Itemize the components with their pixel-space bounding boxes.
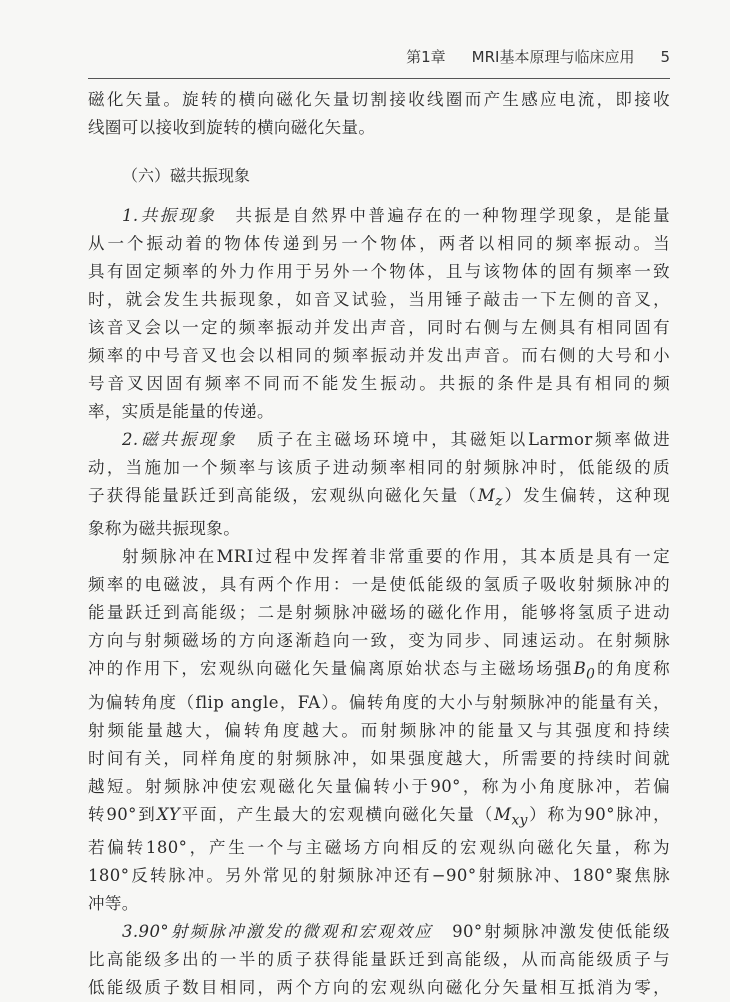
term-magnetic-resonance: 2.磁共振现象 — [122, 430, 238, 449]
paragraph-rf-pulse — [88, 543, 670, 918]
symbol-mxy: $M_{xy}$ — [494, 804, 528, 828]
symbol-xy: XY — [156, 804, 181, 824]
paragraph-resonance — [88, 202, 670, 426]
page-body — [88, 86, 670, 1002]
text-line: 从一个振动着的物体传递到另一个物体，两者以相同的频率振动。当 — [88, 234, 670, 253]
text-line: 转90°到XY平面，产生最大的宏观横向磁化矢量$(M_{xy})$称为90°脉冲， — [88, 804, 670, 828]
text-line: 线圈可以接收到旋转的横向磁化矢量。 — [88, 118, 376, 137]
text-line: 越短。射频脉冲使宏观磁化矢量偏转小于90°，称为小角度脉冲，若偏 — [88, 776, 670, 796]
chapter-label: 第1章 — [406, 48, 446, 66]
text-line: 射频脉冲在MRI过程中发挥着非常重要的作用，其本质是具有一定 — [122, 547, 670, 567]
text-line: 时间有关，同样角度的射频脉冲，如果强度越大，所需要的持续时间就 — [88, 748, 670, 768]
text-line: 2.磁共振现象 质子在主磁场环境中，其磁矩以Larmor频率做进 — [122, 430, 671, 449]
text-line: 1.共振现象 共振是自然界中普遍存在的一种物理学现象，是能量 — [122, 206, 670, 225]
symbol-b0: $B_0$ — [573, 659, 596, 683]
text-line: 冲的作用下，宏观纵向磁化矢量偏离原始状态与主磁场场强$B_0$的角度称 — [88, 659, 670, 683]
text-line: 3.90°射频脉冲激发的微观和宏观效应 90°射频脉冲激发使低能级 — [122, 921, 670, 941]
text-line: 子获得能量跃迁到高能级，宏观纵向磁化矢量$(M_z)$发生偏转，这种现 — [88, 486, 670, 510]
text-line: 为偏转角度（flip angle，FA）。偏转角度的大小与射频脉冲的能量有关， — [88, 692, 670, 712]
paragraph-magnetic-resonance — [88, 426, 670, 543]
text-line: 若偏转180°，产生一个与主磁场方向相反的宏观纵向磁化矢量，称为 — [88, 837, 670, 857]
term-resonance: 1.共振现象 — [122, 206, 217, 225]
text-line: 频率的中号音叉也会以相同的频率振动并发出声音。而右侧的大号和小 — [88, 346, 670, 365]
text-line: 冲等。 — [88, 893, 139, 913]
text-line: 象称为磁共振现象。 — [88, 519, 241, 539]
paragraph-90-degree-pulse — [88, 918, 670, 1002]
text-line: 号音叉因固有频率不同而不能发生振动。共振的条件是具有相同的频 — [88, 374, 670, 393]
text-line: 方向与射频磁场的方向逐渐趋向一致，变为同步、同速运动。在射频脉 — [88, 631, 670, 651]
text-line: 比高能级多出的一半的质子获得能量跃迁到高能级，从而高能级质子与 — [88, 949, 670, 969]
chapter-title: MRI基本原理与临床应用 — [471, 48, 635, 66]
text-line: 具有固定频率的外力作用于另外一个物体，且与该物体的固有频率一致 — [88, 262, 670, 281]
text-line: 动，当施加一个频率与该质子进动频率相同的射频脉冲时，低能级的质 — [88, 458, 670, 477]
text-line: 率，实质是能量的传递。 — [88, 402, 274, 421]
running-header — [88, 46, 670, 79]
text-line: 射频能量越大，偏转角度越大。而射频脉冲的能量又与其强度和持续 — [88, 720, 670, 740]
text-line: 该音叉会以一定的频率振动并发出声音，同时右侧与左侧具有相同固有 — [88, 318, 670, 337]
text-line: 频率的电磁波，具有两个作用：一是使低能级的氢质子吸收射频脉冲的 — [88, 575, 670, 595]
intro-paragraph — [88, 86, 670, 142]
text-line: 磁化矢量。旋转的横向磁化矢量切割接收线圈而产生感应电流，即接收 — [88, 90, 670, 109]
page-number: 5 — [660, 48, 670, 66]
text-line: 能量跃迁到高能级；二是射频脉冲磁场的磁化作用，能够将氢质子进动 — [88, 603, 670, 623]
text-line: 时，就会发生共振现象，如音叉试验，当用锤子敲击一下左侧的音叉， — [88, 290, 670, 309]
section-heading: （六）磁共振现象 — [122, 166, 251, 185]
text-line: 180°反转脉冲。另外常见的射频脉冲还有−90°射频脉冲、180°聚焦脉 — [88, 865, 670, 885]
symbol-mz: $M_z$ — [477, 486, 503, 510]
text-line: 低能级质子数目相同，两个方向的宏观纵向磁化分矢量相互抵消为零， — [88, 977, 670, 997]
term-90-degree-pulse: 3.90°射频脉冲激发的微观和宏观效应 — [122, 921, 434, 941]
